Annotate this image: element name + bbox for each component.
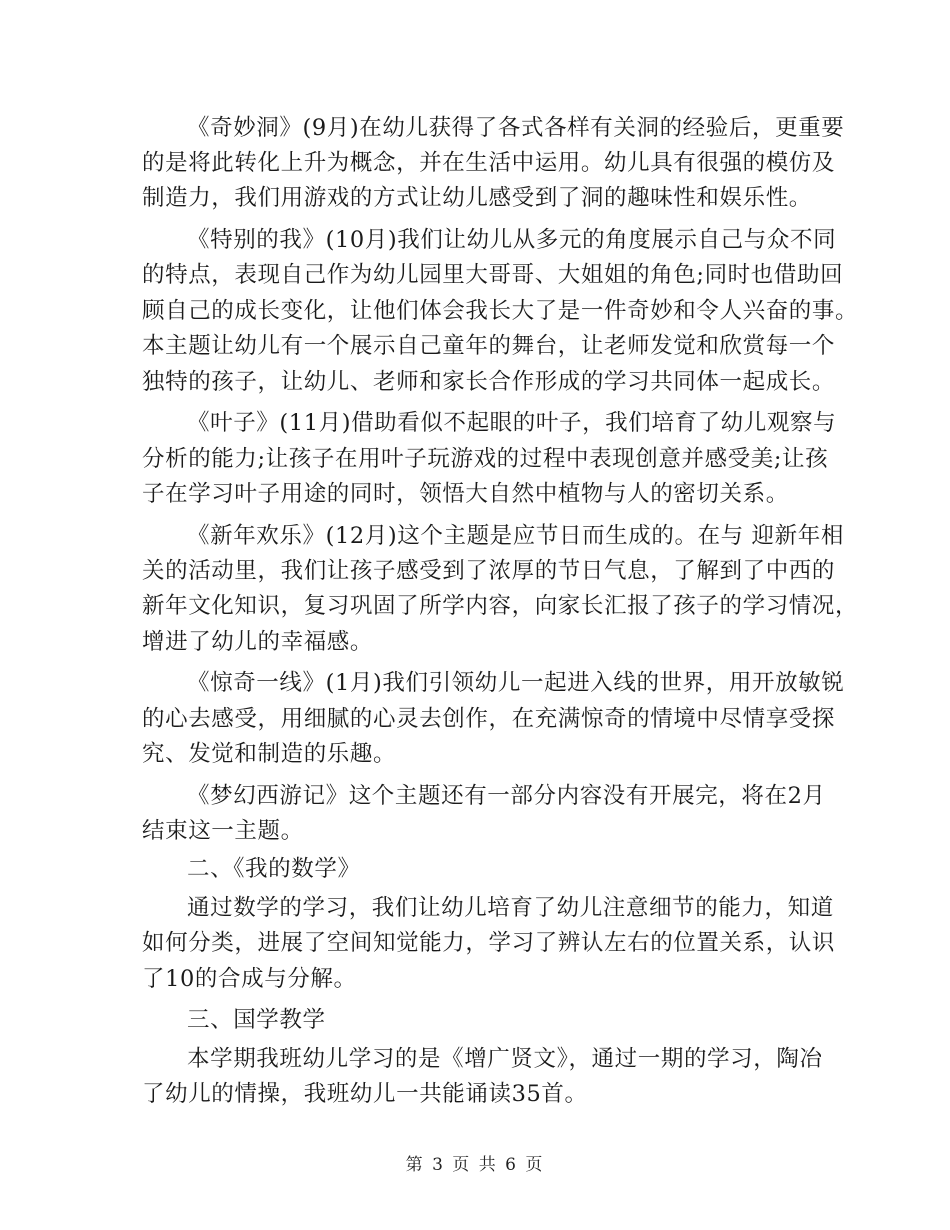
paragraph-line: 的特点，表现自己作为幼儿园里大哥哥、大姐姐的角色;同时也借助回: [142, 262, 844, 288]
paragraph-line: 《新年欢乐》(12月)这个主题是应节日而生成的。在与 迎新年相: [187, 523, 844, 549]
paragraph-line: 制造力，我们用游戏的方式让幼儿感受到了洞的趣味性和娱乐性。: [142, 185, 812, 211]
paragraph-line: 分析的能力;让孩子在用叶子玩游戏的过程中表现创意并感受美;让孩: [142, 446, 829, 472]
paragraph-line: 《叶子》(11月)借助看似不起眼的叶子，我们培育了幼儿观察与: [187, 410, 837, 436]
paragraph-line: 《特别的我》(10月)我们让幼儿从多元的角度展示自己与众不同: [187, 227, 837, 253]
paragraph-line: 的是将此转化上升为概念，并在生活中运用。幼儿具有很强的模仿及: [142, 150, 836, 176]
paragraph-line: 通过数学的学习，我们让幼儿培育了幼儿注意细节的能力，知道: [187, 895, 834, 921]
section-heading: 三、国学教学: [187, 1007, 326, 1033]
paragraph-line: 本主题让幼儿有一个展示自己童年的舞台，让老师发觉和欣赏每一个: [142, 333, 836, 359]
paragraph-line: 新年文化知识，复习巩固了所学内容，向家长汇报了孩子的学习情况，: [142, 593, 859, 619]
paragraph-line: 关的活动里，我们让孩子感受到了浓厚的节日气息，了解到了中西的: [142, 558, 836, 584]
paragraph-line: 顾自己的成长变化，让他们体会我长大了是一件奇妙和令人兴奋的事。: [142, 298, 859, 324]
paragraph-line: 本学期我班幼儿学习的是《增广贤文》，通过一期的学习，陶冶: [187, 1046, 823, 1072]
paragraph-line: 子在学习叶子用途的同时，领悟大自然中植物与人的密切关系。: [142, 481, 789, 507]
paragraph-line: 《奇妙洞》(9月)在幼儿获得了各式各样有关洞的经验后，更重要: [187, 115, 845, 141]
page-number-footer: 第 3 页 共 6 页: [405, 1155, 545, 1175]
paragraph-line: 结束这一主题。: [142, 818, 304, 844]
paragraph-line: 如何分类，进展了空间知觉能力，学习了辨认左右的位置关系，认识: [142, 930, 836, 956]
paragraph-line: 了幼儿的情操，我班幼儿一共能诵读35首。: [142, 1081, 588, 1107]
paragraph-line: 独特的孩子，让幼儿、老师和家长合作形成的学习共同体一起成长。: [142, 369, 836, 395]
paragraph-line: 《梦幻西游记》这个主题还有一部分内容没有开展完，将在2月: [187, 783, 826, 809]
paragraph-line: 的心去感受，用细腻的心灵去创作，在充满惊奇的情境中尽情享受探: [142, 706, 836, 732]
paragraph-line: 究、发觉和制造的乐趣。: [142, 741, 397, 767]
paragraph-line: 《惊奇一线》(1月)我们引领幼儿一起进入线的世界，用开放敏锐: [187, 670, 845, 696]
section-heading: 二、《我的数学》: [187, 856, 361, 882]
paragraph-line: 增进了幼儿的幸福感。: [142, 629, 374, 655]
paragraph-line: 了10的合成与分解。: [142, 966, 357, 992]
